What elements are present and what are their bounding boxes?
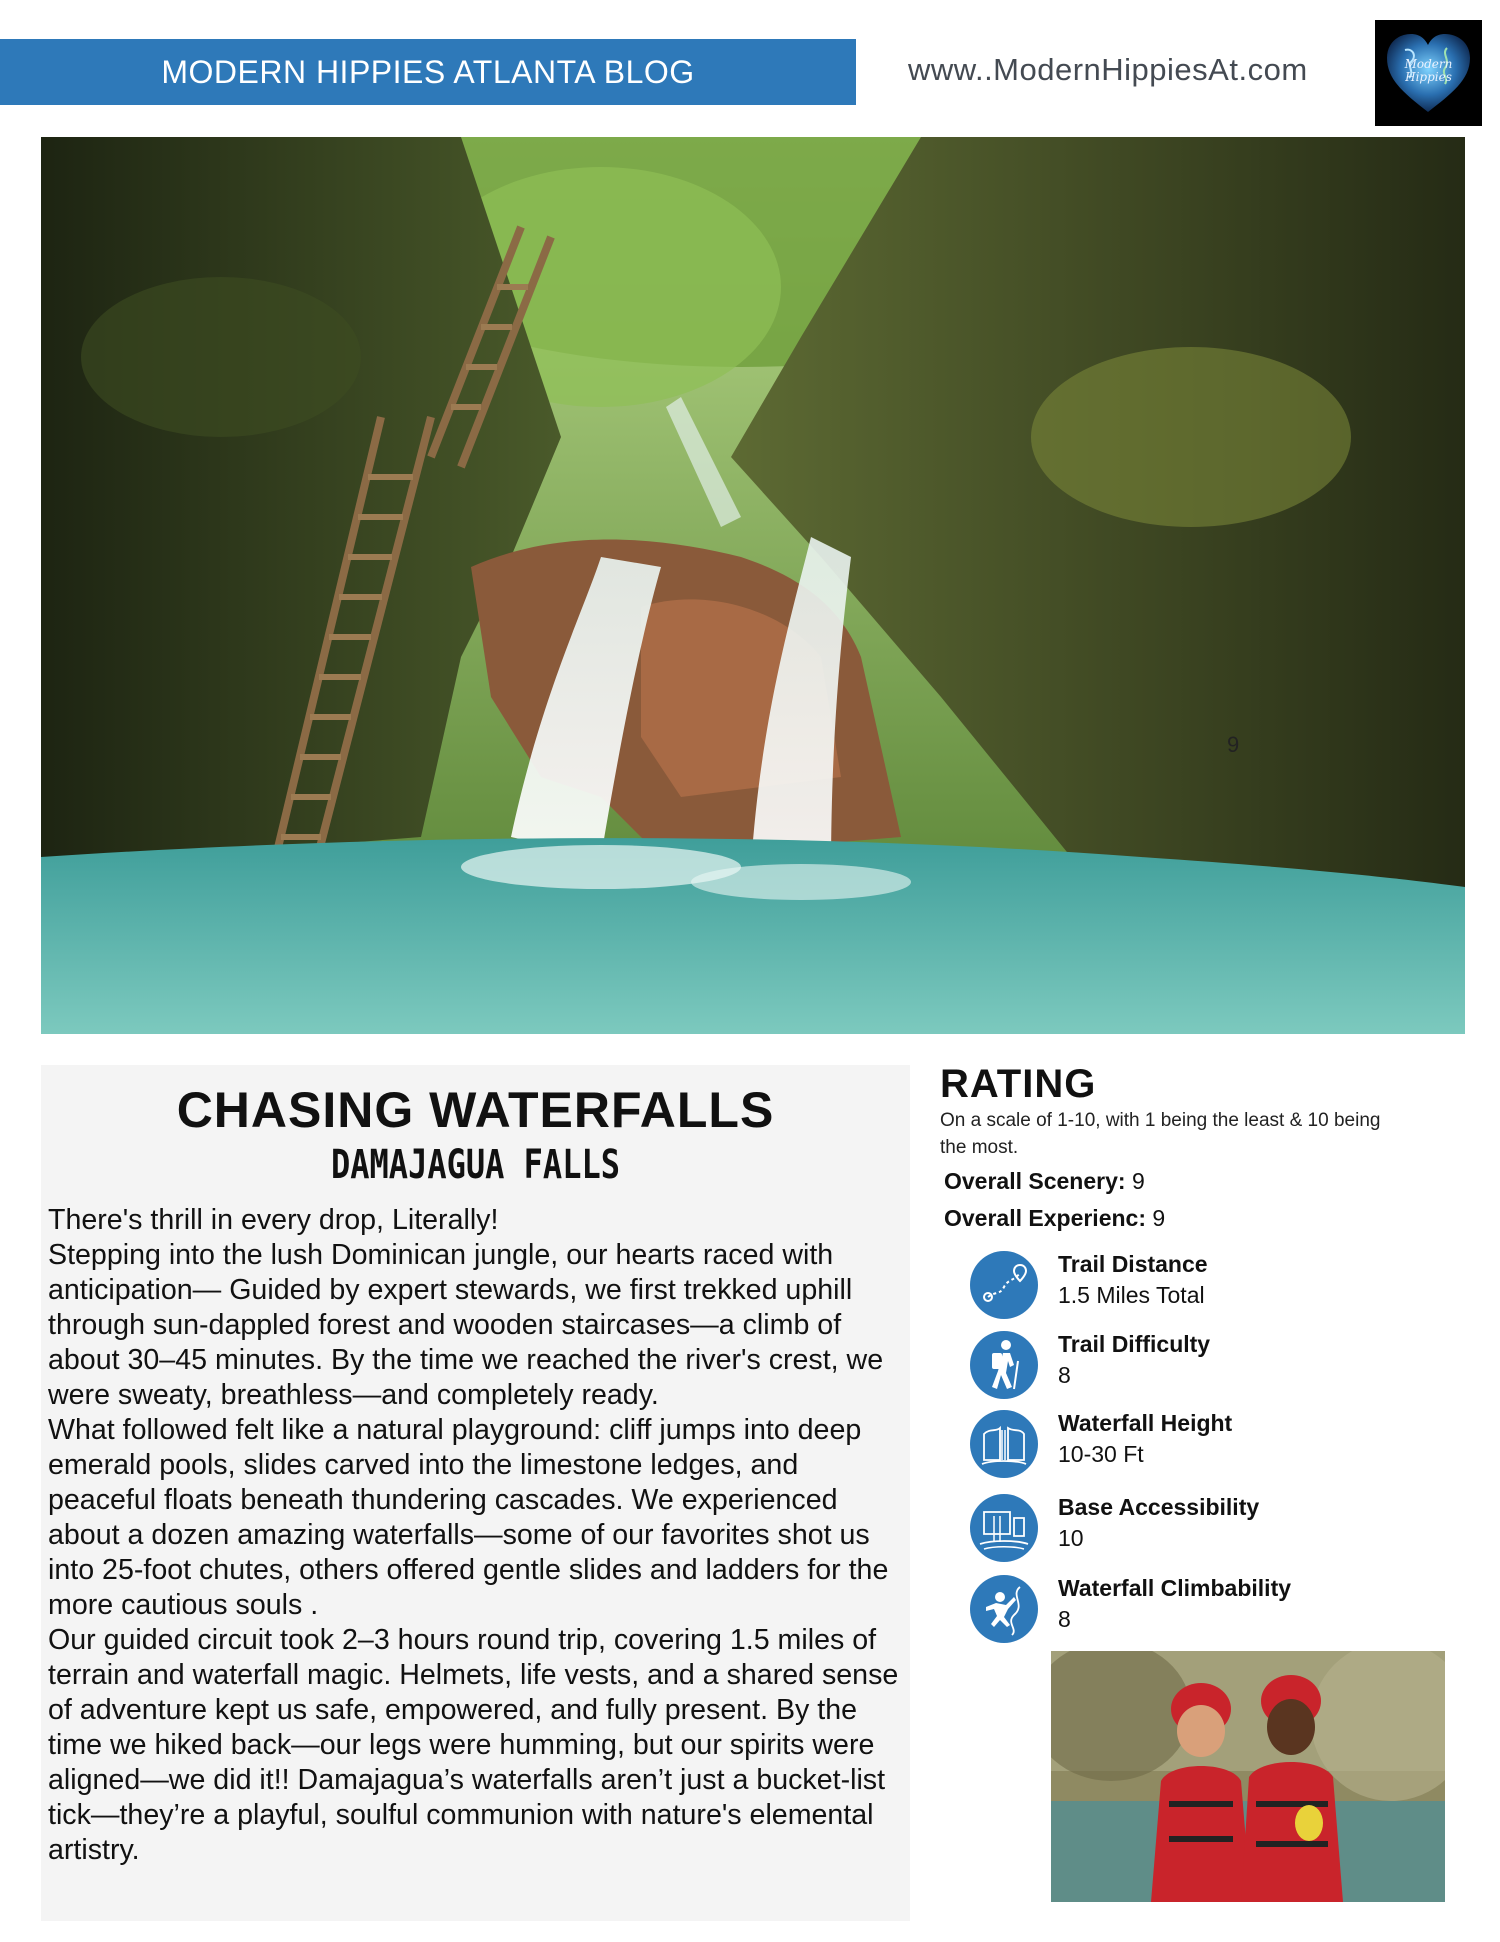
overall-scenery-value: 9 <box>1131 1168 1145 1194</box>
rating-title: RATING <box>940 1062 1097 1106</box>
logo-text: Modern Hippies <box>1404 57 1453 84</box>
stat-value: 1.5 Miles Total <box>1058 1282 1205 1308</box>
overall-scenery-label: Overall Scenery: <box>944 1168 1126 1194</box>
stat-base-accessibility <box>970 1494 1410 1562</box>
stat-value: 8 <box>1058 1362 1071 1388</box>
climber-icon <box>970 1575 1038 1643</box>
stray-digit: 9 <box>1227 732 1240 757</box>
article-title: CHASING WATERFALLS <box>176 1082 775 1138</box>
overall-experience-value: 9 <box>1152 1205 1166 1231</box>
stat-waterfall-height <box>970 1410 1410 1478</box>
article-paragraph: There's thrill in every drop, Literally! <box>48 1204 499 1236</box>
article-subtitle: DAMAJAGUA FALLS <box>331 1142 620 1188</box>
stat-label: Base Accessibility <box>1058 1494 1260 1520</box>
article-paragraph: What followed felt like a natural playground: cliff jumps into deep emerald pools, slides carved into the limestone ledges, and peaceful floats beneath thundering cascades. We experienced about a dozen amazing waterfalls—some of our favorites shot us into 25-foot chutes, others offered gentle slides and ladders for the more cautious souls . <box>48 1414 889 1621</box>
stat-trail-distance <box>970 1251 1410 1319</box>
blog-title-banner <box>0 39 856 105</box>
stat-waterfall-climbability <box>970 1575 1410 1643</box>
adventurers-image <box>1051 1651 1445 1902</box>
adventurers-photo <box>1051 1651 1445 1902</box>
stat-label: Trail Distance <box>1058 1251 1208 1277</box>
stat-label: Trail Difficulty <box>1058 1331 1211 1357</box>
overall-experience-score <box>944 1205 1165 1232</box>
brand-logo <box>1375 20 1482 126</box>
waterfall-scene-image <box>41 137 1465 1034</box>
article-paragraph: Our guided circuit took 2–3 hours round trip, covering 1.5 miles of terrain and waterfall magic. Helmets, life vests, and a shared sense of adventure kept us safe, empowered, and fully present. By the time we hiked back—our legs were humming, but our spirits were aligned—we did it!! Damajagua’s waterfalls aren’t just a bucket-list tick—they’re a playful, soulful communion with nature's elemental artistry. <box>48 1624 899 1866</box>
stat-label: Waterfall Climbability <box>1058 1575 1292 1601</box>
hero-waterfall-photo <box>41 137 1465 1034</box>
blog-title: MODERN HIPPIES ATLANTA BLOG <box>161 53 695 90</box>
map-route-icon <box>970 1251 1038 1319</box>
stat-value: 8 <box>1058 1606 1071 1632</box>
rating-scale-note: On a scale of 1-10, with 1 being the least & 10 being the most. <box>940 1110 1381 1158</box>
stat-value: 10-30 Ft <box>1058 1441 1144 1467</box>
article-paragraph: Stepping into the lush Dominican jungle, our hearts raced with anticipation— Guided by expert stewards, we first trekked uphill through sun-dappled forest and wooden staircases—a climb of about 30–45 minutes. By the time we reached the river's crest, we were sweaty, breathless—and completely ready. <box>48 1239 884 1411</box>
stat-label: Waterfall Height <box>1058 1410 1233 1436</box>
article-panel <box>41 1065 910 1921</box>
overall-scenery-score <box>944 1168 1145 1195</box>
stat-value: 10 <box>1058 1525 1084 1551</box>
hiker-icon <box>970 1331 1038 1399</box>
stat-trail-difficulty <box>970 1331 1410 1399</box>
overall-experience-label: Overall Experienc: <box>944 1205 1146 1231</box>
article-body <box>48 1203 910 1868</box>
waterfall-base-icon <box>970 1494 1038 1562</box>
waterfall-icon <box>970 1410 1038 1478</box>
site-url-link[interactable]: www..ModernHippiesAt.com <box>908 52 1308 87</box>
